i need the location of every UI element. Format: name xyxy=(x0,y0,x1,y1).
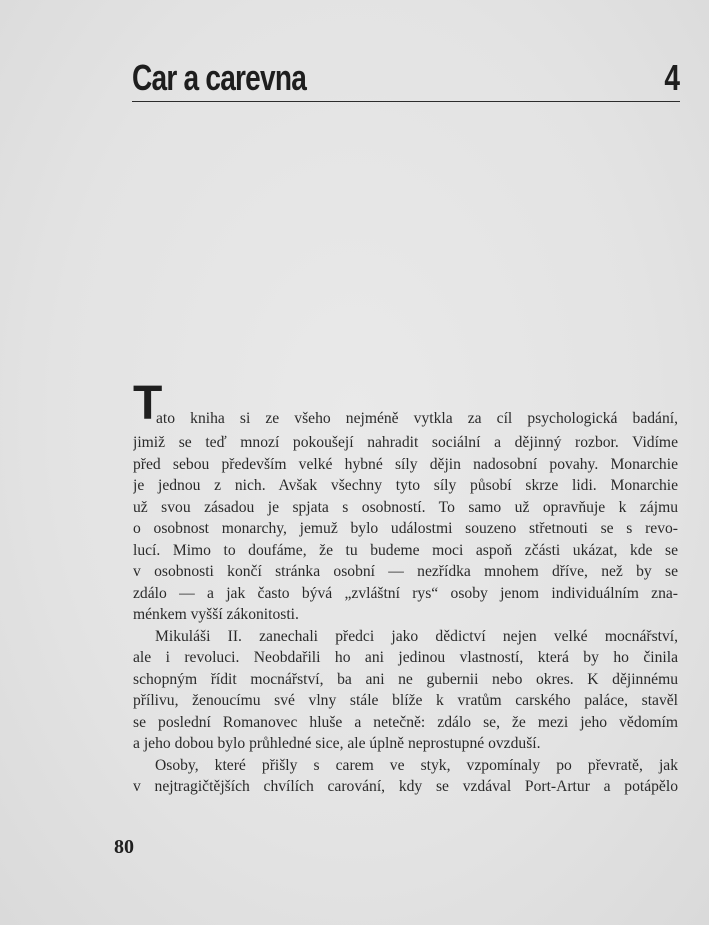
paragraph-2 xyxy=(133,626,678,755)
drop-cap: T xyxy=(133,377,163,430)
text-line: schopným řídit mocnářství, ba ani ne gubernii nebo okres. K dějinnému xyxy=(133,670,678,688)
chapter-rule xyxy=(132,101,680,102)
text-line: zdálo — a jak často bývá „zvláštní rys“ osoby jenom individuálním zna- xyxy=(133,584,678,602)
body-text xyxy=(133,377,678,798)
text-line: o osobnost monarchy, jemuž bylo událostmi souzeno střetnouti se s revo- xyxy=(133,520,678,537)
text-line: před sebou především velké hybné síly dějin nadosobní povahy. Monarchie xyxy=(133,455,678,473)
text-line: ale i revoluci. Neobdařili ho ani jedinou vlastností, která by ho činila xyxy=(133,649,678,666)
text-line: se poslední Romanovec hluše a netečně: zdálo se, že mezi jeho vědomím xyxy=(133,713,678,731)
text-line: je jednou z nich. Avšak všechny tyto síly působí skrze lidi. Monarchie xyxy=(133,477,678,494)
opening-line-text: ato kniha si ze všeho nejméně vytkla za cíl psychologická badání, xyxy=(156,410,678,427)
text-line: Osoby, které přišly s carem ve styk, vzpomínaly po převratě, jak xyxy=(155,756,678,774)
chapter-header xyxy=(132,58,680,102)
paragraph-3 xyxy=(133,755,678,798)
chapter-title: Car a carevna xyxy=(132,57,307,98)
opening-line xyxy=(133,377,678,432)
text-line: jimiž se teď mnozí pokoušejí nahradit sociální a dějinný rozbor. Vidíme xyxy=(133,434,678,451)
text-line: v osobnosti končí stránka osobní — nezřídka mnohem dříve, než by se xyxy=(133,563,678,580)
text-line: v nejtragičtějších chvílích carování, kdy se vzdával Port-Artur a potápělo xyxy=(133,778,678,795)
text-line: přílivu, ženoucímu své vlny stále blíže k vratům carského paláce, stavěl xyxy=(133,692,678,709)
text-line: Mikuláši II. zanechali předci jako dědictví nejen velké mocnářství, xyxy=(155,627,678,645)
text-line: lucí. Mimo to doufáme, že tu budeme moci aspoň zčásti ukázat, kde se xyxy=(133,541,678,559)
text-line: a jeho dobou bylo průhledné sice, ale úplně neprostupné ovzduší. xyxy=(133,735,541,752)
page-number: 80 xyxy=(114,836,134,858)
chapter-number: 4 xyxy=(664,57,680,98)
text-line: ménkem vyšší zákonitosti. xyxy=(133,606,299,623)
paragraph-1 xyxy=(133,432,678,626)
text-line: už svou zásadou je spjata s osobností. To samo už opravňuje k zájmu xyxy=(133,498,678,516)
